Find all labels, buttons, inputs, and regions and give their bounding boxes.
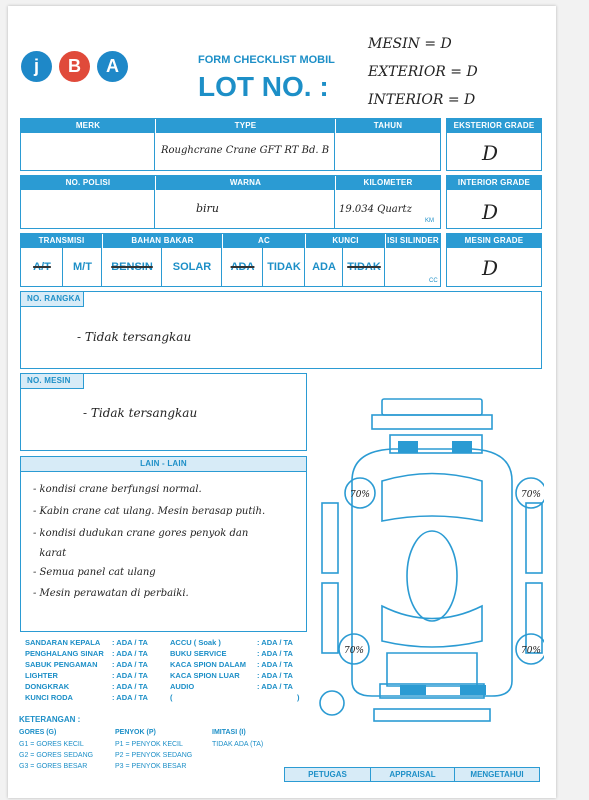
kunci-header: KUNCI [305, 234, 385, 248]
merk-field[interactable] [21, 133, 155, 170]
option-at[interactable]: A/T [33, 261, 51, 273]
car-inspection-diagram[interactable] [312, 391, 544, 726]
handwritten-mesin-grade: MESIN = D [368, 36, 452, 52]
bahan-bakar-header: BAHAN BAKAR [102, 234, 222, 248]
spare-tire [320, 691, 344, 715]
right-rear-door-side [526, 503, 542, 573]
lain-line-4: karat [33, 548, 67, 559]
polisi-field[interactable] [21, 190, 155, 228]
equip-left-5-value[interactable]: : ADA / TA [112, 693, 148, 702]
rangka-value: - Tidak tersangkau [77, 330, 192, 344]
lain-box[interactable] [20, 456, 307, 632]
lain-line-6: - Mesin perawatan di perbaiki. [33, 588, 189, 599]
front-light-right [460, 685, 486, 695]
polisi-header: NO. POLISI [21, 176, 155, 190]
logo-circle-b: B [59, 51, 90, 82]
mesin-box[interactable] [20, 373, 307, 451]
equip-right-2 [170, 660, 246, 671]
silinder-header: ISI SILINDER [385, 234, 440, 248]
warna-header: WARNA [155, 176, 335, 190]
imitasi-item-1: TIDAK ADA (TA) [212, 741, 264, 748]
equip-name: KACA SPION LUAR [170, 671, 240, 680]
warna-value: biru [196, 202, 219, 215]
option-ac-tidak[interactable]: TIDAK [267, 261, 301, 273]
tire-mark-rear-left: 70% [349, 490, 371, 500]
keterangan-title: KETERANGAN : [19, 715, 81, 724]
footer-mengetahui[interactable]: MENGETAHUI [454, 767, 540, 782]
equip-right-3-value[interactable]: : ADA / TA [257, 671, 293, 680]
option-kunci-tidak[interactable]: TIDAK [347, 261, 381, 273]
rear-light-right [452, 441, 472, 453]
kilometer-value: 19.034 Quartz [339, 204, 412, 215]
equip-name: SANDARAN KEPALA [25, 638, 101, 647]
row2-box [20, 175, 441, 229]
type-value: Roughcrane Crane GFT RT Bd. B [161, 145, 330, 156]
footer-appraisal[interactable]: APPRAISAL [370, 767, 455, 782]
equip-left-4 [25, 682, 69, 693]
exterior-grade-value[interactable]: D [482, 141, 499, 165]
ac-header: AC [222, 234, 305, 248]
gores-item-2: G2 = GORES SEDANG [19, 752, 94, 759]
form-title: FORM CHECKLIST MOBIL [198, 54, 335, 66]
equip-left-1 [25, 649, 104, 660]
mesin-grade-box [446, 233, 542, 287]
equip-right-5-value[interactable]: ) [297, 693, 300, 702]
checklist-sheet [8, 6, 556, 798]
equip-right-3 [170, 671, 240, 682]
rear-bumper [372, 415, 492, 429]
mesin-label: NO. MESIN [21, 374, 84, 389]
rear-light-left [398, 441, 418, 453]
equip-name: LIGHTER [25, 671, 58, 680]
cc-unit: CC [429, 278, 438, 284]
penyok-item-3: P3 = PENYOK BESAR [115, 763, 187, 770]
equip-name: BUKU SERVICE [170, 649, 227, 658]
rear-window [382, 474, 482, 522]
hood-panel [387, 653, 477, 686]
equip-right-5 [170, 693, 173, 704]
equip-right-4-value[interactable]: : ADA / TA [257, 682, 293, 691]
interior-grade-header: INTERIOR GRADE [447, 176, 541, 190]
handwritten-exterior-grade: EXTERIOR = D [368, 64, 478, 80]
gores-title: GORES (G) [19, 729, 57, 736]
equip-name: KACA SPION DALAM [170, 660, 246, 669]
tire-mark-rear-right: 70% [520, 490, 542, 500]
front-light-left [400, 685, 426, 695]
logo-circle-j: j [21, 51, 52, 82]
equip-name: ACCU ( Soak ) [170, 638, 221, 647]
tire-mark-front-right: 70% [520, 646, 542, 656]
lain-line-2: - Kabin crane cat ulang. Mesin berasap putih. [33, 506, 266, 517]
mesin-grade-header: MESIN GRADE [447, 234, 541, 248]
equip-name: KUNCI RODA [25, 693, 73, 702]
merk-header: MERK [21, 119, 155, 133]
equip-left-5 [25, 693, 73, 704]
equip-left-3-value[interactable]: : ADA / TA [112, 671, 148, 680]
option-bensin[interactable]: BENSIN [111, 261, 153, 273]
interior-grade-box [446, 175, 542, 229]
warna-field[interactable] [155, 190, 335, 228]
front-bumper [374, 709, 490, 721]
equip-left-1-value[interactable]: : ADA / TA [112, 649, 148, 658]
option-solar[interactable]: SOLAR [172, 261, 212, 273]
rangka-label: NO. RANGKA [21, 292, 84, 307]
equip-name: PENGHALANG SINAR [25, 649, 104, 658]
equip-left-0 [25, 638, 100, 649]
equip-right-0 [170, 638, 221, 649]
equip-right-4 [170, 682, 194, 693]
penyok-title: PENYOK (P) [115, 729, 156, 736]
transmisi-header: TRANSMISI [21, 234, 102, 248]
equip-left-3 [25, 671, 58, 682]
row3-box [20, 233, 441, 287]
windshield [382, 606, 482, 647]
lot-number-label: LOT NO. : [198, 71, 329, 102]
gores-item-3: G3 = GORES BESAR [19, 763, 88, 770]
mesin-grade-value[interactable]: D [482, 256, 499, 280]
car-body-outline [349, 449, 512, 696]
equip-left-2-value[interactable]: : ADA / TA [112, 660, 148, 669]
equip-right-0-value[interactable]: : ADA / TA [257, 638, 293, 647]
tahun-header: TAHUN [335, 119, 440, 133]
left-front-door-side [322, 583, 338, 653]
mesin-value: - Tidak tersangkau [83, 406, 198, 420]
type-header: TYPE [155, 119, 335, 133]
right-front-door-side [526, 583, 542, 653]
equip-name: SABUK PENGAMAN [25, 660, 98, 669]
lain-line-1: - kondisi crane berfungsi normal. [33, 484, 202, 495]
km-unit: KM [425, 218, 434, 224]
equip-right-1 [170, 649, 227, 660]
exterior-grade-box [446, 118, 542, 171]
tahun-field[interactable] [335, 133, 440, 170]
equip-name: AUDIO [170, 682, 195, 691]
row1-box [20, 118, 441, 171]
tire-mark-front-left: 70% [343, 646, 365, 656]
option-kunci-ada[interactable]: ADA [312, 261, 336, 273]
rangka-box[interactable] [20, 291, 542, 369]
handwritten-interior-grade: INTERIOR = D [368, 92, 476, 108]
equip-name: DONGKRAK [25, 682, 70, 691]
gores-item-1: G1 = GORES KECIL [19, 741, 84, 748]
equip-right-1-value[interactable]: : ADA / TA [257, 649, 293, 658]
equip-left-4-value[interactable]: : ADA / TA [112, 682, 148, 691]
imitasi-title: IMITASI (I) [212, 729, 246, 736]
left-rear-door-side [322, 503, 338, 573]
exterior-grade-header: EKSTERIOR GRADE [447, 119, 541, 133]
equip-left-0-value[interactable]: : ADA / TA [112, 638, 148, 647]
lain-line-5: - Semua panel cat ulang [33, 567, 156, 578]
interior-grade-value[interactable]: D [482, 200, 499, 224]
penyok-item-2: P2 = PENYOK SEDANG [115, 752, 193, 759]
equip-name: ( [170, 693, 173, 702]
option-mt[interactable]: M/T [73, 261, 92, 273]
logo-circle-a: A [97, 51, 128, 82]
kilometer-header: KILOMETER [335, 176, 440, 190]
rear-bumper-top [382, 399, 482, 415]
roof-panel [407, 531, 457, 621]
lain-line-3: - kondisi dudukan crane gores penyok dan [33, 528, 249, 539]
lain-header: LAIN - LAIN [21, 457, 306, 472]
equip-right-2-value[interactable]: : ADA / TA [257, 660, 293, 669]
footer-petugas[interactable]: PETUGAS [284, 767, 371, 782]
penyok-item-1: P1 = PENYOK KECIL [115, 741, 183, 748]
equip-left-2 [25, 660, 98, 671]
option-ac-ada[interactable]: ADA [230, 261, 255, 273]
